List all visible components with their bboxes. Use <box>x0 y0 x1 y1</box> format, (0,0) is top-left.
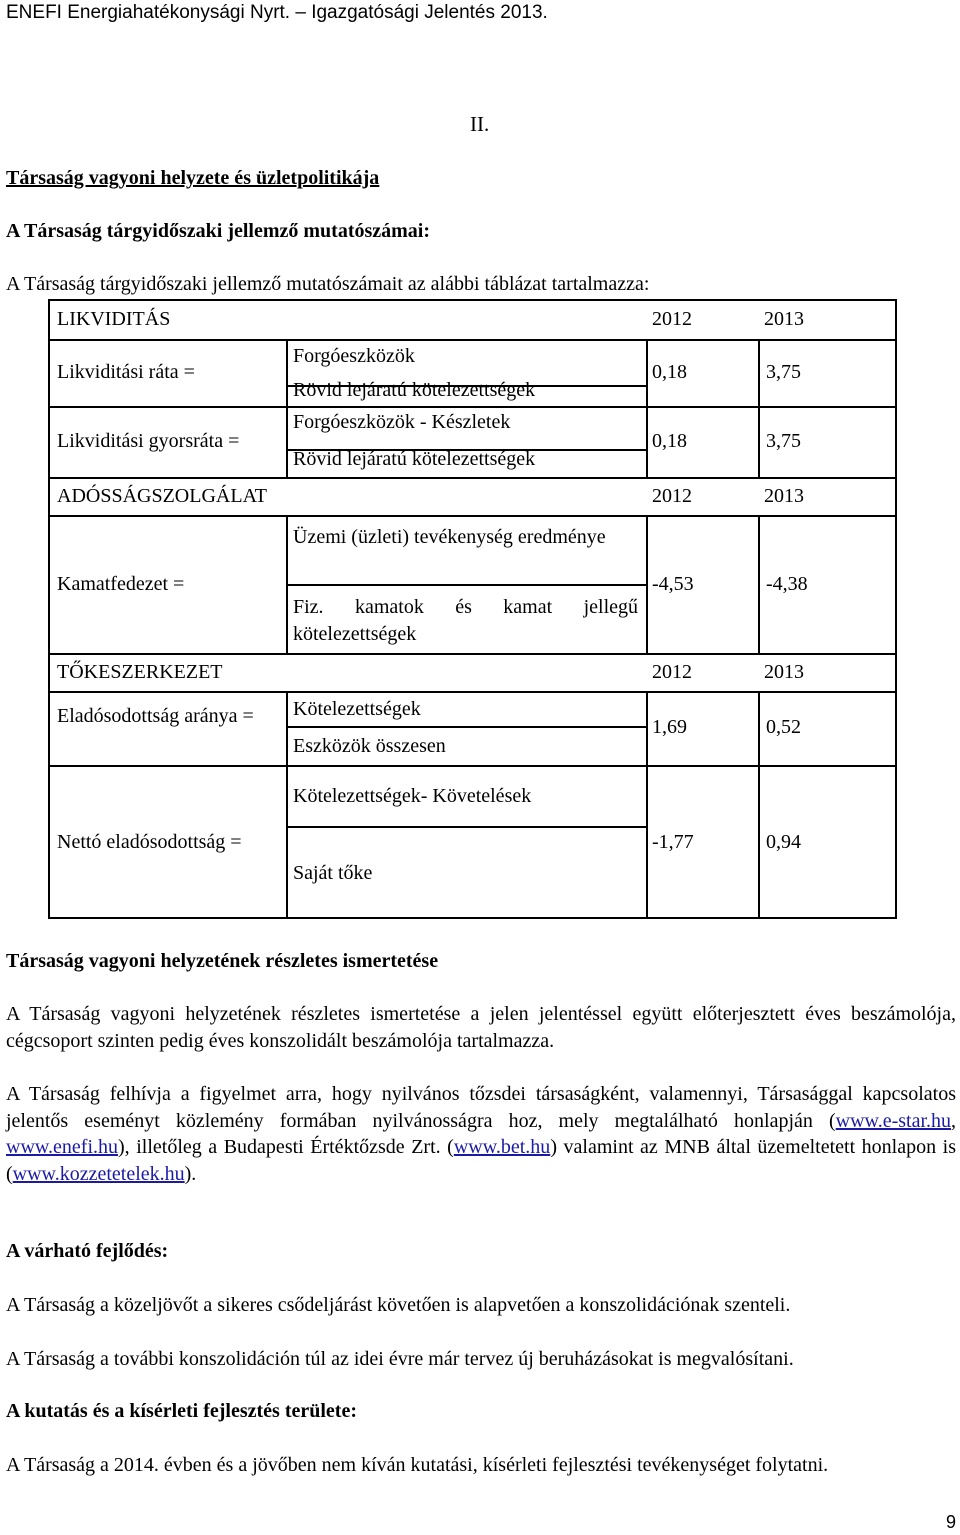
section-number: II. <box>470 112 490 136</box>
outlook-heading: A várható fejlődés: <box>6 1240 169 1262</box>
ratio-name: Kamatfedezet = <box>57 573 185 595</box>
table-rule <box>50 653 895 655</box>
liquidity-title: LIKVIDITÁS <box>57 308 171 330</box>
disclosure-text: ), illetőleg a Budapesti Értéktőzsde Zrt. ( <box>118 1136 454 1158</box>
table-rule <box>286 339 288 477</box>
link-enefi[interactable]: www.enefi.hu <box>6 1136 119 1158</box>
fraction-rule <box>286 726 646 728</box>
separator: , <box>951 1109 956 1132</box>
year-2013: 2013 <box>764 308 804 330</box>
table-rule <box>646 515 648 653</box>
value-2012: -1,77 <box>652 831 694 853</box>
ratio-numerator: Kötelezettségek- Követelések <box>293 785 532 807</box>
table-rule <box>50 406 895 408</box>
ratio-denominator: Fiz. kamatok és kamat jellegű kötelezettségek <box>293 596 638 645</box>
detail-paragraph: A Társaság vagyoni helyzetének részletes ismertetése a jelen jelentéssel együtt előterjesztett éves beszámolója, cégcsoport szinten pedig éves konszolidált beszámolója tartalmazza. <box>6 1003 956 1052</box>
table-rule <box>286 691 288 919</box>
ratio-name: Nettó eladósodottság = <box>57 831 242 853</box>
table-rule <box>758 691 760 919</box>
table-rule <box>646 691 648 919</box>
ratio-name: Likviditási gyorsráta = <box>57 430 240 452</box>
fraction-rule <box>286 584 646 586</box>
ratio-numerator: Forgóeszközök - Készletek <box>293 411 511 433</box>
link-bet[interactable]: www.bet.hu <box>453 1136 551 1158</box>
ratio-numerator: Üzemi (üzleti) tevékenység eredménye <box>293 526 606 548</box>
research-heading: A kutatás és a kísérleti fejlesztés területe: <box>6 1400 357 1422</box>
table-rule <box>50 477 895 479</box>
ratio-name: Likviditási ráta = <box>57 361 195 383</box>
table-rule <box>50 691 895 693</box>
ratio-denominator: Eszközök összesen <box>293 735 446 757</box>
year-2012: 2012 <box>652 661 692 683</box>
detail-heading: Társaság vagyoni helyzetének részletes ismertetése <box>6 950 439 972</box>
value-2012: 1,69 <box>652 716 687 738</box>
ratio-denominator: Saját tőke <box>293 862 373 884</box>
link-kozzetetelek[interactable]: www.kozzetetelek.hu <box>12 1162 185 1185</box>
value-2013: 0,94 <box>766 831 801 853</box>
fraction-rule <box>286 826 646 828</box>
outlook-paragraph: A Társaság a további konszolidáción túl az idei évre már tervez új beruházásokat is megvalósítani. <box>6 1348 794 1370</box>
ratio-numerator: Forgóeszközök <box>293 345 415 367</box>
ratio-numerator: Kötelezettségek <box>293 698 421 720</box>
table-intro: A Társaság tárgyidőszaki jellemző mutatószámait az alábbi táblázat tartalmazza: <box>6 273 650 295</box>
table-rule <box>50 339 895 341</box>
year-2012: 2012 <box>652 485 692 507</box>
value-2013: 3,75 <box>766 430 801 452</box>
subsection-heading: A Társaság tárgyidőszaki jellemző mutatószámai: <box>6 220 431 242</box>
table-rule <box>758 339 760 477</box>
disclosure-paragraph <box>6 1081 956 1187</box>
link-estar[interactable]: www.e-star.hu <box>835 1109 951 1132</box>
ratio-denominator: Rövid lejáratú kötelezettségek <box>293 379 536 401</box>
year-2012: 2012 <box>652 308 692 330</box>
year-2013: 2013 <box>764 485 804 507</box>
value-2012: 0,18 <box>652 430 687 452</box>
ratio-table <box>48 299 897 919</box>
ratio-denominator: Rövid lejáratú kötelezettségek <box>293 448 536 470</box>
table-rule <box>50 515 895 517</box>
disclosure-text: ). <box>184 1162 197 1185</box>
table-rule <box>646 339 648 477</box>
disclosure-text: A Társaság felhívja a figyelmet arra, hogy nyilvános tőzsdei társaságként, valamennyi, Társasággal kapcsolatos jelentős eseményt közlemény formában nyilvánosságra hoz, mely megtalálható honlapján ( <box>6 1083 956 1132</box>
value-2013: 3,75 <box>766 361 801 383</box>
value-2013: 0,52 <box>766 716 801 738</box>
section-heading: Társaság vagyoni helyzete és üzletpolitikája <box>6 167 380 189</box>
ratio-name: Eladósodottság aránya = <box>57 705 254 727</box>
value-2012: 0,18 <box>652 361 687 383</box>
page-header: ENEFI Energiahatékonysági Nyrt. – Igazgatósági Jelentés 2013. <box>6 2 548 23</box>
outlook-paragraph: A Társaság a közeljövőt a sikeres csődeljárást követően is alapvetően a konszolidációnak szenteli. <box>6 1294 791 1316</box>
disclosure-text: ) valamint az MNB által üzemeltetett honlapon is ( <box>6 1136 956 1185</box>
table-rule <box>758 515 760 653</box>
value-2012: -4,53 <box>652 573 694 595</box>
year-2013: 2013 <box>764 661 804 683</box>
value-2013: -4,38 <box>766 573 808 595</box>
capital-structure-title: TŐKESZERKEZET <box>57 661 223 683</box>
table-rule <box>50 765 895 767</box>
page-number: 9 <box>945 1512 956 1532</box>
research-paragraph: A Társaság a 2014. évben és a jövőben nem kíván kutatási, kísérleti fejlesztési tevékenységet folytatni. <box>6 1454 829 1476</box>
table-rule <box>286 515 288 653</box>
debt-service-title: ADÓSSÁGSZOLGÁLAT <box>57 485 268 507</box>
